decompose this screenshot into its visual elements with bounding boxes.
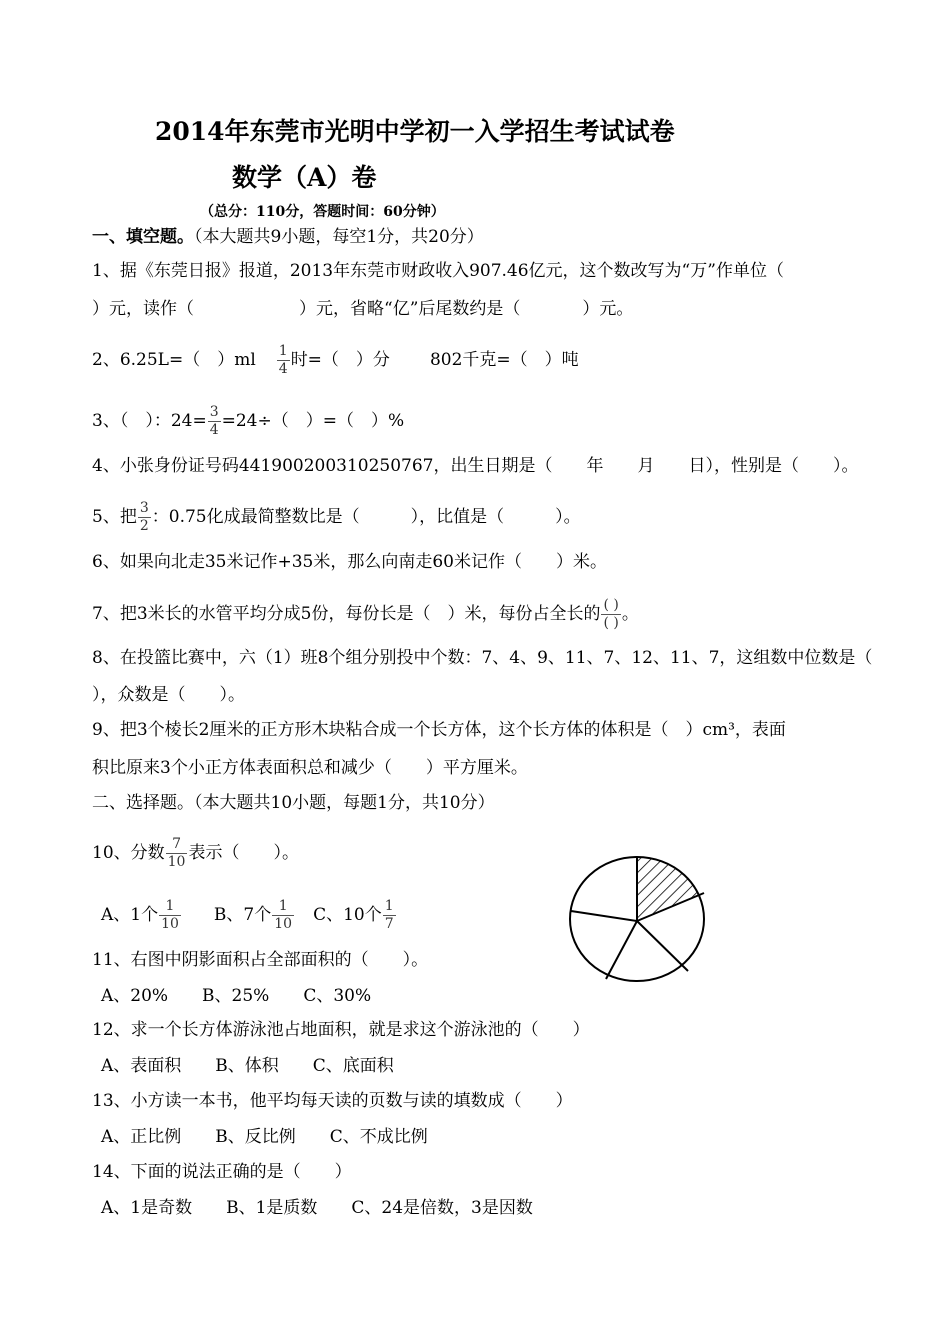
question-10 [92, 836, 299, 871]
q10-option-b: B、7个 [213, 905, 272, 925]
pie-divider-3 [637, 921, 688, 971]
question-6: 6、如果向北走35米记作+35米，那么向南走60米记作（ ）米。 [92, 552, 607, 572]
q5-part-a: 5、把 [92, 507, 137, 527]
question-10-options [101, 898, 397, 933]
exam-meta: （总分：110分，答题时间：60分钟） [200, 204, 445, 220]
q5-part-b: ：0.75化成最简整数比是（ ），比值是（ ）。 [151, 507, 581, 527]
section2-heading: 二、选择题。（本大题共10小题，每题1分，共10分） [92, 793, 495, 813]
question-11-options: A、20% B、25% C、30% [101, 986, 372, 1006]
q2-fraction: $\frac{1}{4}$ [278, 343, 288, 377]
q10-part-b: 表示（ ）。 [188, 843, 299, 863]
q2-part-c: 802千克=（ ）吨 [429, 350, 579, 370]
q10-option-b-fraction: $\frac{1}{10}$ [274, 898, 293, 932]
q2-part-a: 2、6.25L=（ ）ml [92, 350, 256, 370]
question-9-line-1: 9、把3个棱长2厘米的正方形木块粘合成一个长方体，这个长方体的体积是（ ）cm³，表面 [92, 720, 786, 740]
question-13: 13、小方读一本书，他平均每天读的页数与读的填数成（ ） [92, 1091, 573, 1111]
q1-part-c: ）元，省略“亿”后尾数约是（ [299, 299, 521, 319]
pie-divider-4 [606, 921, 637, 979]
q1-part-b: ）元，读作（ [92, 299, 194, 319]
q7-part-a: 7、把3米长的水管平均分成5份，每份长是（ ）米，每份占全长的 [92, 604, 601, 624]
q3-part-b: =24÷（ ）=（ ）% [221, 411, 405, 431]
question-1-line-1: 1、据《东莞日报》报道，2013年东莞市财政收入907.46亿元，这个数改写为“万”作单位（ [92, 261, 784, 281]
section1-note: （本大题共9小题，每空1分，共20分） [194, 227, 484, 247]
question-7 [92, 597, 639, 632]
section1-heading-line [92, 226, 484, 248]
question-14: 14、下面的说法正确的是（ ） [92, 1162, 352, 1182]
question-2 [92, 343, 579, 378]
q10-fraction: $\frac{7}{10}$ [167, 836, 186, 870]
exam-subtitle: 数学（A）卷 [232, 163, 377, 192]
question-14-options: A、1是奇数 B、1是质数 C、24是倍数，3是因数 [101, 1198, 533, 1218]
section1-heading: 一、填空题。 [92, 227, 194, 247]
question-9-line-2: 积比原来3个小正方体表面积总和减少（ ）平方厘米。 [92, 758, 528, 778]
q10-option-c-fraction: $\frac{1}{7}$ [384, 898, 394, 932]
question-1-line-2 [92, 298, 633, 320]
q10-option-c: C、10个 [313, 905, 382, 925]
question-8-line-2: ），众数是（ ）。 [92, 685, 245, 705]
question-13-options: A、正比例 B、反比例 C、不成比例 [101, 1127, 428, 1147]
q1-part-d: ）元。 [582, 299, 634, 319]
question-12-options: A、表面积 B、体积 C、底面积 [101, 1056, 394, 1076]
question-11: 11、右图中阴影面积占全部面积的（ ）。 [92, 950, 429, 970]
pie-divider-5 [571, 911, 637, 921]
q5-fraction: $\frac{3}{2}$ [139, 500, 149, 534]
pie-figure [566, 853, 712, 985]
question-5 [92, 500, 581, 535]
exam-title: 2014年东莞市光明中学初一入学招生考试试卷 [155, 117, 675, 146]
q2-part-b: 时=（ ）分 [290, 350, 390, 370]
q7-fraction: $\frac{( )}{( )}$ [603, 597, 619, 631]
q3-part-a: 3、（ ）：24= [92, 411, 207, 431]
q10-option-a: A、1个 [101, 905, 159, 925]
question-12: 12、求一个长方体游泳池占地面积，就是求这个游泳池的（ ） [92, 1020, 590, 1040]
question-3 [92, 404, 404, 439]
q3-fraction: $\frac{3}{4}$ [209, 404, 219, 438]
question-8-line-1: 8、在投篮比赛中，六（1）班8个组分别投中个数：7、4、9、11、7、12、11、7，这组数中位数是（ [92, 648, 873, 668]
question-4: 4、小张身份证号码441900200310250767，出生日期是（ 年 月 日），性别是（ ）。 [92, 456, 859, 476]
q10-part-a: 10、分数 [92, 843, 165, 863]
q7-part-b: 。 [621, 604, 639, 624]
q10-option-a-fraction: $\frac{1}{10}$ [161, 898, 179, 932]
